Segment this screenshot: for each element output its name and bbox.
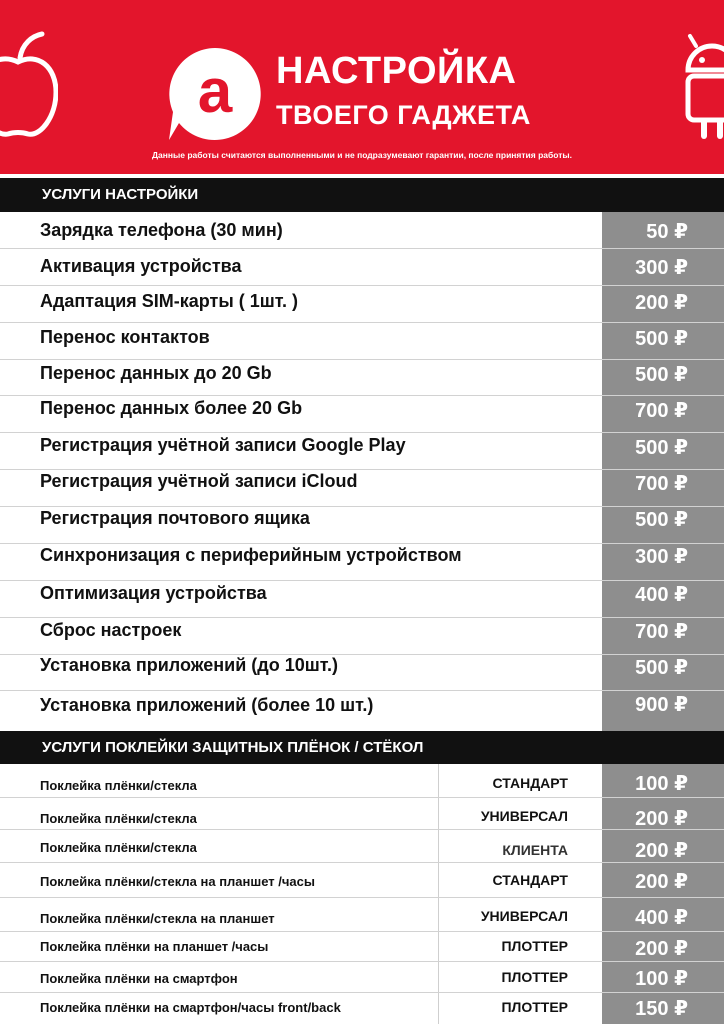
film-price: 150 ₽ xyxy=(635,998,688,1020)
table-row xyxy=(0,507,724,544)
service-price: 900 ₽ xyxy=(635,694,688,716)
table-row xyxy=(0,323,724,360)
page-title-line-2: ТВОЕГО ГАДЖЕТА xyxy=(276,100,531,130)
table-row xyxy=(0,544,724,581)
film-type: УНИВЕРСАЛ xyxy=(480,908,568,924)
film-type: КЛИЕНТА xyxy=(502,842,568,858)
film-service-name: Поклейка плёнки/стекла xyxy=(40,778,197,793)
service-price: 200 ₽ xyxy=(635,292,688,314)
table-row xyxy=(0,764,724,798)
table-row xyxy=(0,618,724,655)
film-service-name: Поклейка плёнки/стекла xyxy=(40,811,197,826)
service-name: Оптимизация устройства xyxy=(40,583,267,603)
film-section-title: УСЛУГИ ПОКЛЕЙКИ ЗАЩИТНЫХ ПЛЁНОК / СТЁКОЛ xyxy=(42,739,424,756)
service-name: Регистрация учётной записи Google Play xyxy=(40,435,406,455)
setup-section-title: УСЛУГИ НАСТРОЙКИ xyxy=(42,186,199,203)
service-price: 500 ₽ xyxy=(635,657,688,679)
service-name: Перенос данных до 20 Gb xyxy=(40,363,272,383)
film-service-name: Поклейка плёнки на планшет /часы xyxy=(40,939,269,954)
service-price: 700 ₽ xyxy=(635,621,688,643)
service-name: Перенос контактов xyxy=(40,327,210,347)
page-title-line-1: НАСТРОЙКА xyxy=(276,50,517,92)
table-row xyxy=(0,360,724,396)
service-name: Регистрация учётной записи iCloud xyxy=(40,471,358,491)
film-type: ПЛОТТЕР xyxy=(501,999,568,1015)
android-icon xyxy=(680,30,724,140)
service-price: 500 ₽ xyxy=(635,509,688,531)
service-price: 50 ₽ xyxy=(646,221,688,243)
film-type: ПЛОТТЕР xyxy=(501,969,568,985)
table-row xyxy=(0,962,724,993)
film-price: 100 ₽ xyxy=(635,773,688,795)
film-type: СТАНДАРТ xyxy=(492,872,568,888)
service-name: Зарядка телефона (30 мин) xyxy=(40,220,283,240)
film-type: ПЛОТТЕР xyxy=(501,938,568,954)
film-price: 200 ₽ xyxy=(635,871,688,893)
film-price: 200 ₽ xyxy=(635,938,688,960)
table-row xyxy=(0,798,724,830)
service-name: Синхронизация с периферийным устройством xyxy=(40,545,462,565)
table-row xyxy=(0,581,724,618)
film-price: 400 ₽ xyxy=(635,907,688,929)
table-row xyxy=(0,932,724,962)
table-row xyxy=(0,691,724,731)
service-price: 500 ₽ xyxy=(635,364,688,386)
service-price: 300 ₽ xyxy=(635,257,688,279)
table-row xyxy=(0,830,724,863)
service-price: 400 ₽ xyxy=(635,584,688,606)
film-price: 200 ₽ xyxy=(635,808,688,830)
setup-section-header xyxy=(0,178,724,212)
table-row xyxy=(0,470,724,507)
service-name: Перенос данных более 20 Gb xyxy=(40,398,303,418)
table-row xyxy=(0,863,724,898)
service-name: Сброс настроек xyxy=(40,620,182,640)
svg-text:a: a xyxy=(197,57,233,126)
brand-logo-icon xyxy=(165,44,265,144)
service-price: 700 ₽ xyxy=(635,400,688,422)
table-row xyxy=(0,396,724,433)
table-row xyxy=(0,286,724,323)
film-type: УНИВЕРСАЛ xyxy=(480,808,568,824)
film-price: 200 ₽ xyxy=(635,840,688,862)
film-service-name: Поклейка плёнки на смартфон/часы front/back xyxy=(40,1000,341,1015)
table-row xyxy=(0,898,724,932)
film-section-header xyxy=(0,731,724,764)
table-row xyxy=(0,433,724,470)
film-service-name: Поклейка плёнки/стекла на планшет xyxy=(40,911,275,926)
table-row xyxy=(0,249,724,286)
service-price: 500 ₽ xyxy=(635,328,688,350)
service-name: Регистрация почтового ящика xyxy=(40,508,310,528)
service-name: Установка приложений (до 10шт.) xyxy=(40,655,338,675)
header-banner xyxy=(0,0,724,174)
service-price: 300 ₽ xyxy=(635,546,688,568)
film-service-name: Поклейка плёнки/стекла на планшет /часы xyxy=(40,874,315,889)
service-name: Активация устройства xyxy=(40,256,242,276)
service-price: 700 ₽ xyxy=(635,473,688,495)
film-type: СТАНДАРТ xyxy=(492,775,568,791)
service-price: 500 ₽ xyxy=(635,437,688,459)
table-row xyxy=(0,212,724,249)
table-row xyxy=(0,993,724,1024)
apple-icon xyxy=(0,22,58,142)
service-name: Адаптация SIM-карты ( 1шт. ) xyxy=(40,291,298,311)
disclaimer-text: Данные работы считаются выполненными и не подразумевают гарантии, после принятия работы. xyxy=(151,150,573,160)
film-price: 100 ₽ xyxy=(635,968,688,990)
service-name: Установка приложений (более 10 шт.) xyxy=(40,695,374,715)
table-row xyxy=(0,655,724,691)
film-service-name: Поклейка плёнки на смартфон xyxy=(40,971,238,986)
film-service-name: Поклейка плёнки/стекла xyxy=(40,840,197,855)
